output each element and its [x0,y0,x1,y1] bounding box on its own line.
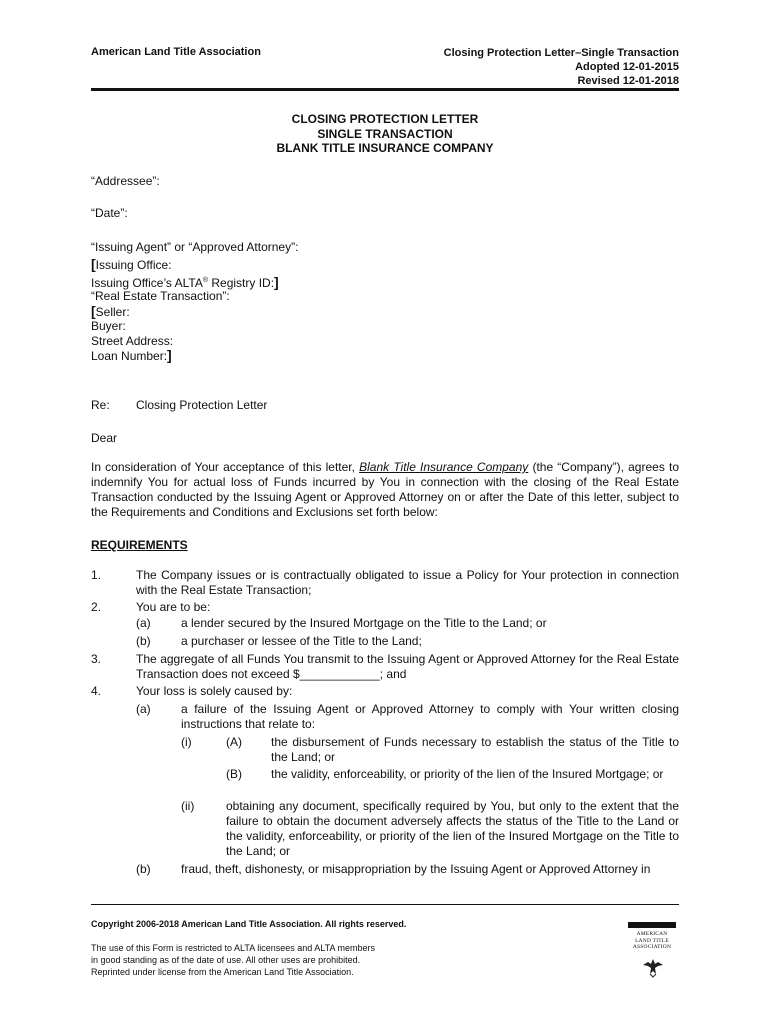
field-addressee: “Addressee”: [91,174,160,188]
header-form-title: Closing Protection Letter–Single Transaction [443,47,679,59]
req-number: 3. [91,652,102,666]
req-item-4a-i-A: the disbursement of Funds necessary to establish the status of the Title to the Land; or [271,735,679,764]
req-item-2b: a purchaser or lessee of the Title to the Land; [181,634,422,648]
registered-mark: ® [202,277,209,284]
title-line-1: CLOSING PROTECTION LETTER [291,112,479,126]
intro-paragraph [91,460,679,520]
logo-line-1: AMERICAN [636,931,668,937]
copyright-notice: Copyright 2006-2018 American Land Title Association. All rights reserved. [91,919,407,929]
req-item-4a-i-B: the validity, enforceability, or priority of the lien of the Insured Mortgage; or [271,767,664,781]
footer-divider [91,904,679,905]
req-item-4a-ii: obtaining any document, specifically required by You, but only to the extent that the failure to obtain the document adversely affects the status of the Title to the Land or the validity, enforceability, or priority of the lien of the Insured Mortgage on the Title to the Land; or [226,799,679,858]
req-item-2a: a lender secured by the Insured Mortgage on the Title to the Land; or [181,616,547,630]
field-street-address: Street Address: [91,334,174,348]
field-real-estate: “Real Estate Transaction”: [91,289,230,303]
logo-line-2: LAND TITLE [635,937,669,944]
open-bracket: [ [91,303,96,319]
salutation: Dear [91,431,118,445]
restriction-line-2: in good standing as of the date of use. All other uses are prohibited. [91,955,361,965]
alta-logo [628,922,676,982]
title-line-2: SINGLE TRANSACTION [317,126,453,141]
field-issuing-office [91,257,172,273]
req-sub-number: (a) [136,702,151,716]
req-number: 4. [91,684,102,698]
logo-line-3: ASSOCIATION [632,944,672,950]
registry-label-pre: Issuing Office’s ALTA [91,276,203,290]
close-bracket: ] [274,274,279,290]
loan-number-label: Loan Number: [91,349,168,363]
header-org: American Land Title Association [91,46,261,58]
req-item-4a: a failure of the Issuing Agent or Approved Attorney to comply with Your written closing instructions that relate to: [181,702,679,731]
open-bracket: [ [91,256,96,272]
re-label: Re: [91,398,110,412]
req-number: 2. [91,600,102,614]
header-form-info [444,46,679,88]
logo-wordmark [628,931,676,951]
req-roman-number: (i) [181,735,192,749]
req-sub-number: (b) [136,634,151,648]
close-bracket: ] [167,347,172,363]
field-issuing-agent: “Issuing Agent” or “Approved Attorney”: [91,240,299,254]
req-item-4: Your loss is solely caused by: [136,684,293,698]
restriction-line-3: Reprinted under license from the American Land Title Association. [91,967,354,977]
intro-pre: In consideration of Your acceptance of this letter, [91,460,360,474]
field-buyer: Buyer: [91,319,126,333]
requirements-heading: REQUIREMENTS [91,538,188,552]
req-letter-number: (A) [226,735,242,749]
req-item-2: You are to be: [136,600,211,614]
company-name: Blank Title Insurance Company [359,460,529,474]
eagle-icon [642,956,664,978]
usage-restriction [91,942,375,978]
req-item-1: The Company issues or is contractually obligated to issue a Policy for Your protection in connection with the Real Estate Transaction; [136,568,679,597]
restriction-line-1: The use of this Form is restricted to ALTA licensees and ALTA members [91,943,375,953]
field-date: “Date”: [91,206,128,220]
req-sub-number: (b) [136,862,151,876]
re-subject: Closing Protection Letter [136,398,268,412]
req-item-3: The aggregate of all Funds You transmit to the Issuing Agent or Approved Attorney for the Real Estate Transaction does not exceed $____________; and [136,652,679,681]
title-line-3: BLANK TITLE INSURANCE COMPANY [276,141,494,155]
req-item-4b: fraud, theft, dishonesty, or misappropriation by the Issuing Agent or Approved Attorney in [181,862,651,876]
req-number: 1. [91,568,102,582]
field-seller [91,304,130,320]
registry-label-post: Registry ID: [208,276,275,290]
seller-label: Seller: [95,305,130,319]
req-sub-number: (a) [136,616,151,630]
issuing-office-label: Issuing Office: [95,258,172,272]
field-loan-number [91,348,172,364]
header-revised: Revised 12-01-2018 [577,75,679,87]
req-roman-number: (ii) [181,799,195,813]
header-adopted: Adopted 12-01-2015 [575,61,679,73]
header-divider [91,88,679,91]
logo-bar [628,922,676,928]
req-letter-number: (B) [226,767,242,781]
document-title [91,112,679,156]
intro-post: (the “Company”), agrees to indemnify You for actual loss of Funds incurred by You in connection with the closing of the Real Estate Transaction conducted by the Issuing Agent or Approved Attorney on or after the Date of this letter, subject to the Requirements and Conditions and Exclusions set forth below: [91,460,679,519]
